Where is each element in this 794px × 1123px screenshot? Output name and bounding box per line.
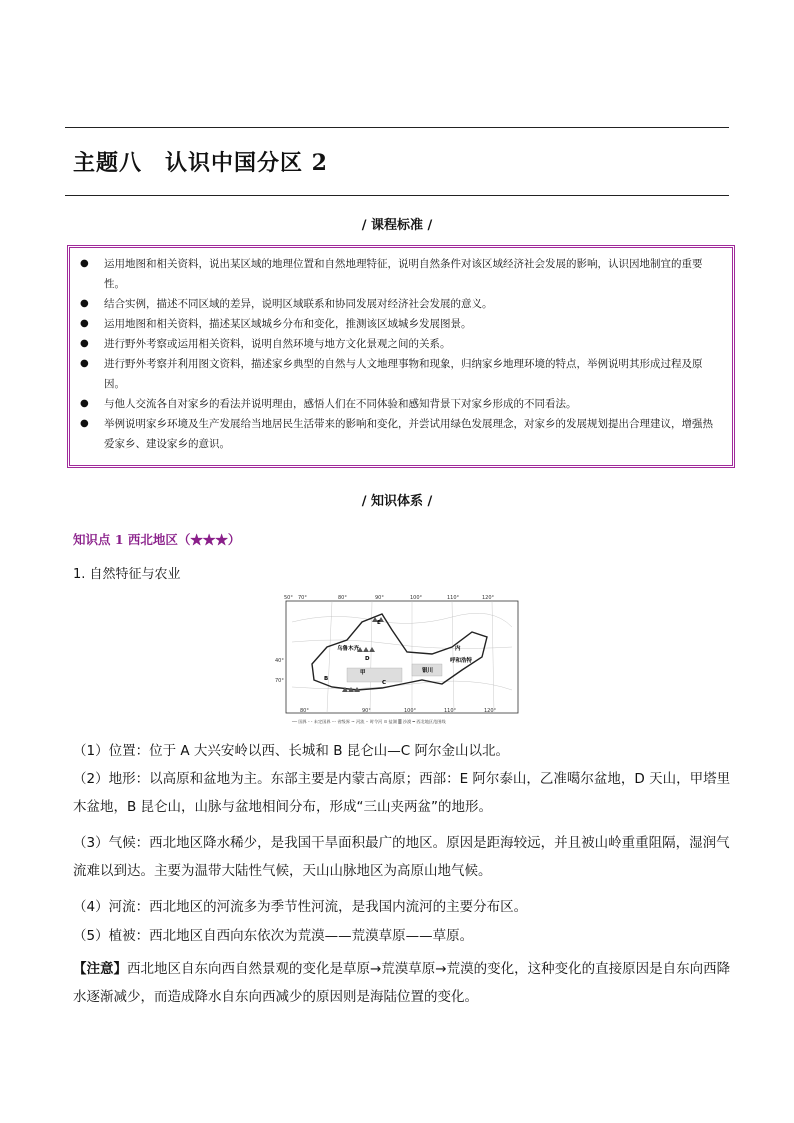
note-label: 【注意】 — [73, 961, 127, 977]
map-label: E — [377, 620, 381, 626]
map-lon-label: 120° — [482, 595, 495, 601]
standards-header: / 课程标准 / — [361, 218, 433, 233]
map-lon-label: 90° — [362, 708, 371, 714]
map-label: B — [324, 676, 329, 682]
item-climate: （3）气候：西北地区降水稀少，是我国干旱面积最广的地区。原因是距海较远，并且被山岭重重阻隔，湿润气流难以到达。主要为温带大陆性气候，天山山脉地区为高原山地气候。 — [73, 835, 730, 879]
map-lon-label: 50° — [284, 595, 293, 601]
bullet-icon: ● — [80, 318, 89, 329]
bullet-icon: ● — [80, 338, 89, 349]
map-lon-label: 110° — [447, 595, 460, 601]
map-lon-label: 80° — [300, 708, 309, 714]
map-lat-label: 40° — [275, 658, 284, 664]
item-vegetation: （5）植被：西北地区自西向东依次为荒漠——荒漠草原——草原。 — [73, 928, 474, 944]
top-rule — [65, 127, 729, 128]
item-river: （4）河流：西北地区的河流多为季节性河流，是我国内流河的主要分布区。 — [73, 899, 528, 915]
standard-item: ● 结合实例，描述不同区域的差异，说明区域联系和协同发展对经济社会发展的意义。 — [78, 294, 724, 314]
knowledge-point-title: 知识点 1 西北地区（★★★） — [73, 532, 241, 547]
map-label: C — [382, 680, 387, 686]
item-terrain: （2）地形：以高原和盆地为主。东部主要是内蒙古高原；西部：E 阿尔泰山，乙准噶尔盆地，D 天山，甲塔里木盆地，B 昆仑山，山脉与盆地相间分布，形成“三山夹两盆”的地形。 — [73, 771, 731, 815]
map-label: 内 — [455, 646, 461, 652]
northwest-region-map — [272, 592, 522, 727]
standards-box — [67, 245, 735, 468]
bullet-icon: ● — [80, 258, 89, 269]
section-subtitle: 1. 自然特征与农业 — [73, 567, 181, 582]
map-lat-label: 70° — [275, 678, 284, 684]
map-lon-label: 80° — [338, 595, 347, 601]
knowledge-header: / 知识体系 / — [361, 494, 433, 509]
map-label: D — [365, 656, 370, 662]
bullet-icon: ● — [80, 358, 89, 369]
map-lon-label: 110° — [444, 708, 457, 714]
map-lon-label: 90° — [375, 595, 384, 601]
standard-item: ● 进行野外考察或运用相关资料，说明自然环境与地方文化景观之间的关系。 — [78, 334, 724, 354]
bullet-icon: ● — [80, 298, 89, 309]
map-legend: ── 国界 - - 未定国界 ·-· 省级界 ~ 河流 ·· 时令河 ⊙ 盐湖 ▒ 沙漠 ━ 西北地区范围线 — [292, 719, 446, 724]
bullet-icon: ● — [80, 418, 89, 429]
map-lon-label: 100° — [410, 595, 423, 601]
standard-item: ● 举例说明家乡环境及生产发展给当地居民生活带来的影响和变化，并尝试用绿色发展理念，对家乡的发展规划提出合理建议，增强热爱家乡、建设家乡的意识。 — [78, 414, 724, 454]
map-label: 呼和浩特 — [450, 658, 473, 664]
page-title: 主题八 认识中国分区 2 — [73, 150, 328, 176]
standard-item: ● 与他人交流各自对家乡的看法并说明理由，感悟人们在不同体验和感知背景下对家乡形成的不同看法。 — [78, 394, 724, 414]
map-label: 乌鲁木齐 — [337, 646, 360, 652]
map-label: 甲 — [360, 670, 366, 676]
map-lon-label: 100° — [404, 708, 417, 714]
bullet-icon: ● — [80, 398, 89, 409]
map-lon-label: 120° — [484, 708, 497, 714]
standard-item: ● 运用地图和相关资料，描述某区域城乡分布和变化，推测该区域城乡发展图景。 — [78, 314, 724, 334]
title-rule — [65, 195, 729, 196]
standard-item: ● 运用地图和相关资料，说出某区域的地理位置和自然地理特征，说明自然条件对该区域经济社会发展的影响，认识因地制宜的重要性。 — [78, 254, 724, 294]
note-paragraph: 【注意】西北地区自东向西自然景观的变化是草原→荒漠草原→荒漠的变化，这种变化的直接原因是自东向西降水逐渐减少，而造成降水自东向西减少的原因则是海陆位置的变化。 — [73, 961, 731, 1005]
standard-item: ● 进行野外考察并利用图文资料，描述家乡典型的自然与人文地理事物和现象，归纳家乡地理环境的特点，举例说明其形成过程及原因。 — [78, 354, 724, 394]
map-lon-label: 70° — [298, 595, 307, 601]
item-location: （1）位置：位于 A 大兴安岭以西、长城和 B 昆仑山—C 阿尔金山以北。 — [73, 743, 509, 759]
map-label: 银川 — [422, 668, 434, 674]
